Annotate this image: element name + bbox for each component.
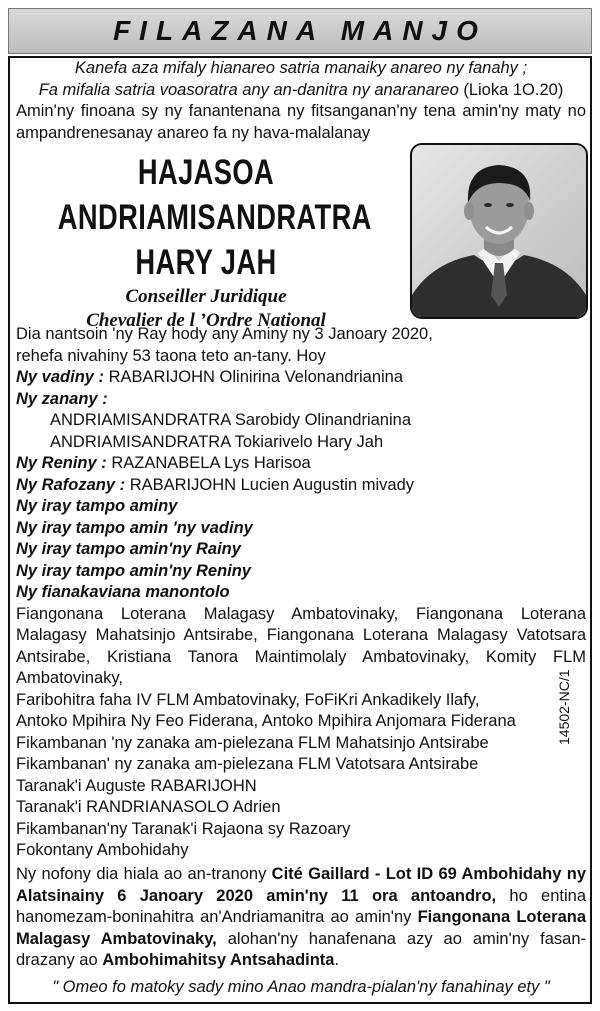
family-zanany-label: Ny zanany : bbox=[16, 389, 108, 408]
closing-prayer: " Omeo fo matoky sady mino Anao mandra-pialan'ny fanahinay ety " bbox=[52, 978, 550, 996]
funeral-burial-place: Ambohimahitsy Antsahadinta bbox=[102, 951, 335, 969]
family-tampo-reniny: Ny iray tampo amin'ny Reniny bbox=[16, 561, 251, 580]
family-tampo-aminy: Ny iray tampo aminy bbox=[16, 497, 178, 515]
organizations-line-c: Fikambanan 'ny zanaka am-pielezana FLM Mahatsinjo Antsirabe bbox=[16, 733, 489, 752]
deceased-name-block bbox=[16, 150, 396, 333]
organizations-line-a: Faribohitra faha IV FLM Ambatovinaky, FoFiKri Ankadikely Ilafy, bbox=[16, 690, 480, 709]
organizations-line-d: Fikambanan' ny zanaka am-pielezana FLM Vatotsara Antsirabe bbox=[16, 755, 479, 773]
quote-line-2: Fa mifalia satria voasoratra any an-danitra ny anaranareo (Lioka 1O.20) bbox=[38, 80, 564, 99]
organizations-line-h: Fokontany Ambohidahy bbox=[16, 841, 189, 859]
organizations-line-e: Taranak'i Auguste RABARIJOHN bbox=[16, 776, 257, 795]
family-tampo-vadiny: Ny iray tampo amin 'ny vadiny bbox=[16, 518, 253, 537]
family-fianakaviana: Ny fianakaviana manontolo bbox=[16, 583, 230, 601]
organizations-line-f: Taranak'i RANDRIANASOLO Adrien bbox=[16, 798, 281, 816]
deceased-surname: ANDRIAMISANDRATRA bbox=[57, 198, 372, 237]
deceased-first-name: HAJASOA bbox=[137, 153, 275, 192]
family-rafozany: Ny Rafozany : RABARIJOHN Lucien Augustin mivady bbox=[16, 475, 414, 494]
quote-reference: (Lioka 1O.20) bbox=[463, 80, 564, 99]
family-zanany-1: ANDRIAMISANDRATRA Sarobidy Olinandrianina bbox=[50, 411, 411, 429]
family-zanany-2: ANDRIAMISANDRATRA Tokiarivelo Hary Jah bbox=[50, 432, 384, 451]
header-banner bbox=[8, 8, 592, 54]
organizations-line-b: Antoko Mpihira Ny Feo Fiderana, Antoko Mpihira Anjomara Fiderana bbox=[16, 712, 516, 730]
funeral-details: Ny nofony dia hiala ao an-tranony Cité Gaillard - Lot ID 69 Ambohidahy ny Alatsinainy 6 Janoary 2020 amin'ny 11 ora antoandro, ho entina hanomezam-boninahitra an'Andriamanitra ao amin'ny Fiangonana Loterana Malagasy Ambatovinaky, alohan'ny hanafenana azy ao amin'ny fasan-drazany ao Ambohimahitsy Antsahadinta. bbox=[16, 865, 587, 969]
organizations-paragraph: Fiangonana Loterana Malagasy Ambatovinaky, Fiangonana Loterana Malagasy Mahatsinjo Antsirabe, Fiangonana Loterana Malagasy Vatotsara Antsirabe, Kristiana Tanora Maintimolaly Ambatovinaky, Komity FLM Ambatovinaky, bbox=[16, 604, 586, 687]
funeral-church: Fiangonana Loterana Malagasy Ambatovinaky, bbox=[16, 908, 587, 948]
header-title: FILAZANA MANJO bbox=[113, 15, 487, 46]
announcement-body bbox=[16, 324, 586, 862]
intro-text: Amin'ny finoana sy ny fanantenana ny fitsanganan'ny tena amin'ny maty no ampandrenesanay anareo fa ny hava-malalanay bbox=[16, 102, 586, 142]
deceased-title-1: Conseiller Juridique bbox=[125, 286, 287, 307]
portrait-illustration bbox=[412, 145, 586, 317]
family-tampo-rainy: Ny iray tampo amin'ny Rainy bbox=[16, 540, 241, 558]
family-reniny: Ny Reniny : RAZANABELA Lys Harisoa bbox=[16, 454, 311, 472]
bible-quote bbox=[16, 58, 586, 101]
deceased-title-2: Chevalier de l ’Ordre National bbox=[86, 310, 326, 331]
announcement-line-2: rehefa nivahiny 53 taona teto an-tany. Hoy bbox=[16, 346, 326, 365]
deceased-nickname: HARY JAH bbox=[135, 243, 277, 282]
reference-code: 14502-NC/1 bbox=[556, 669, 572, 745]
funeral-address: Cité Gaillard - Lot ID 69 Ambohidahy ny Alatsinainy 6 Janoary 2020 amin'ny 11 ora antoandro, bbox=[16, 865, 586, 905]
family-vadiny: Ny vadiny : RABARIJOHN Olinirina Velonandrianina bbox=[16, 368, 404, 386]
quote-line-1: Kanefa aza mifaly hianareo satria manaiky anareo ny fanahy ; bbox=[74, 59, 528, 77]
organizations-line-g: Fikambanan'ny Taranak'i Rajaona sy Razoary bbox=[16, 819, 351, 838]
announcement-line-1: Dia nantsoin 'ny Ray hody any Aminy ny 3 Janoary 2020, bbox=[16, 325, 433, 343]
portrait-photo bbox=[410, 143, 588, 319]
